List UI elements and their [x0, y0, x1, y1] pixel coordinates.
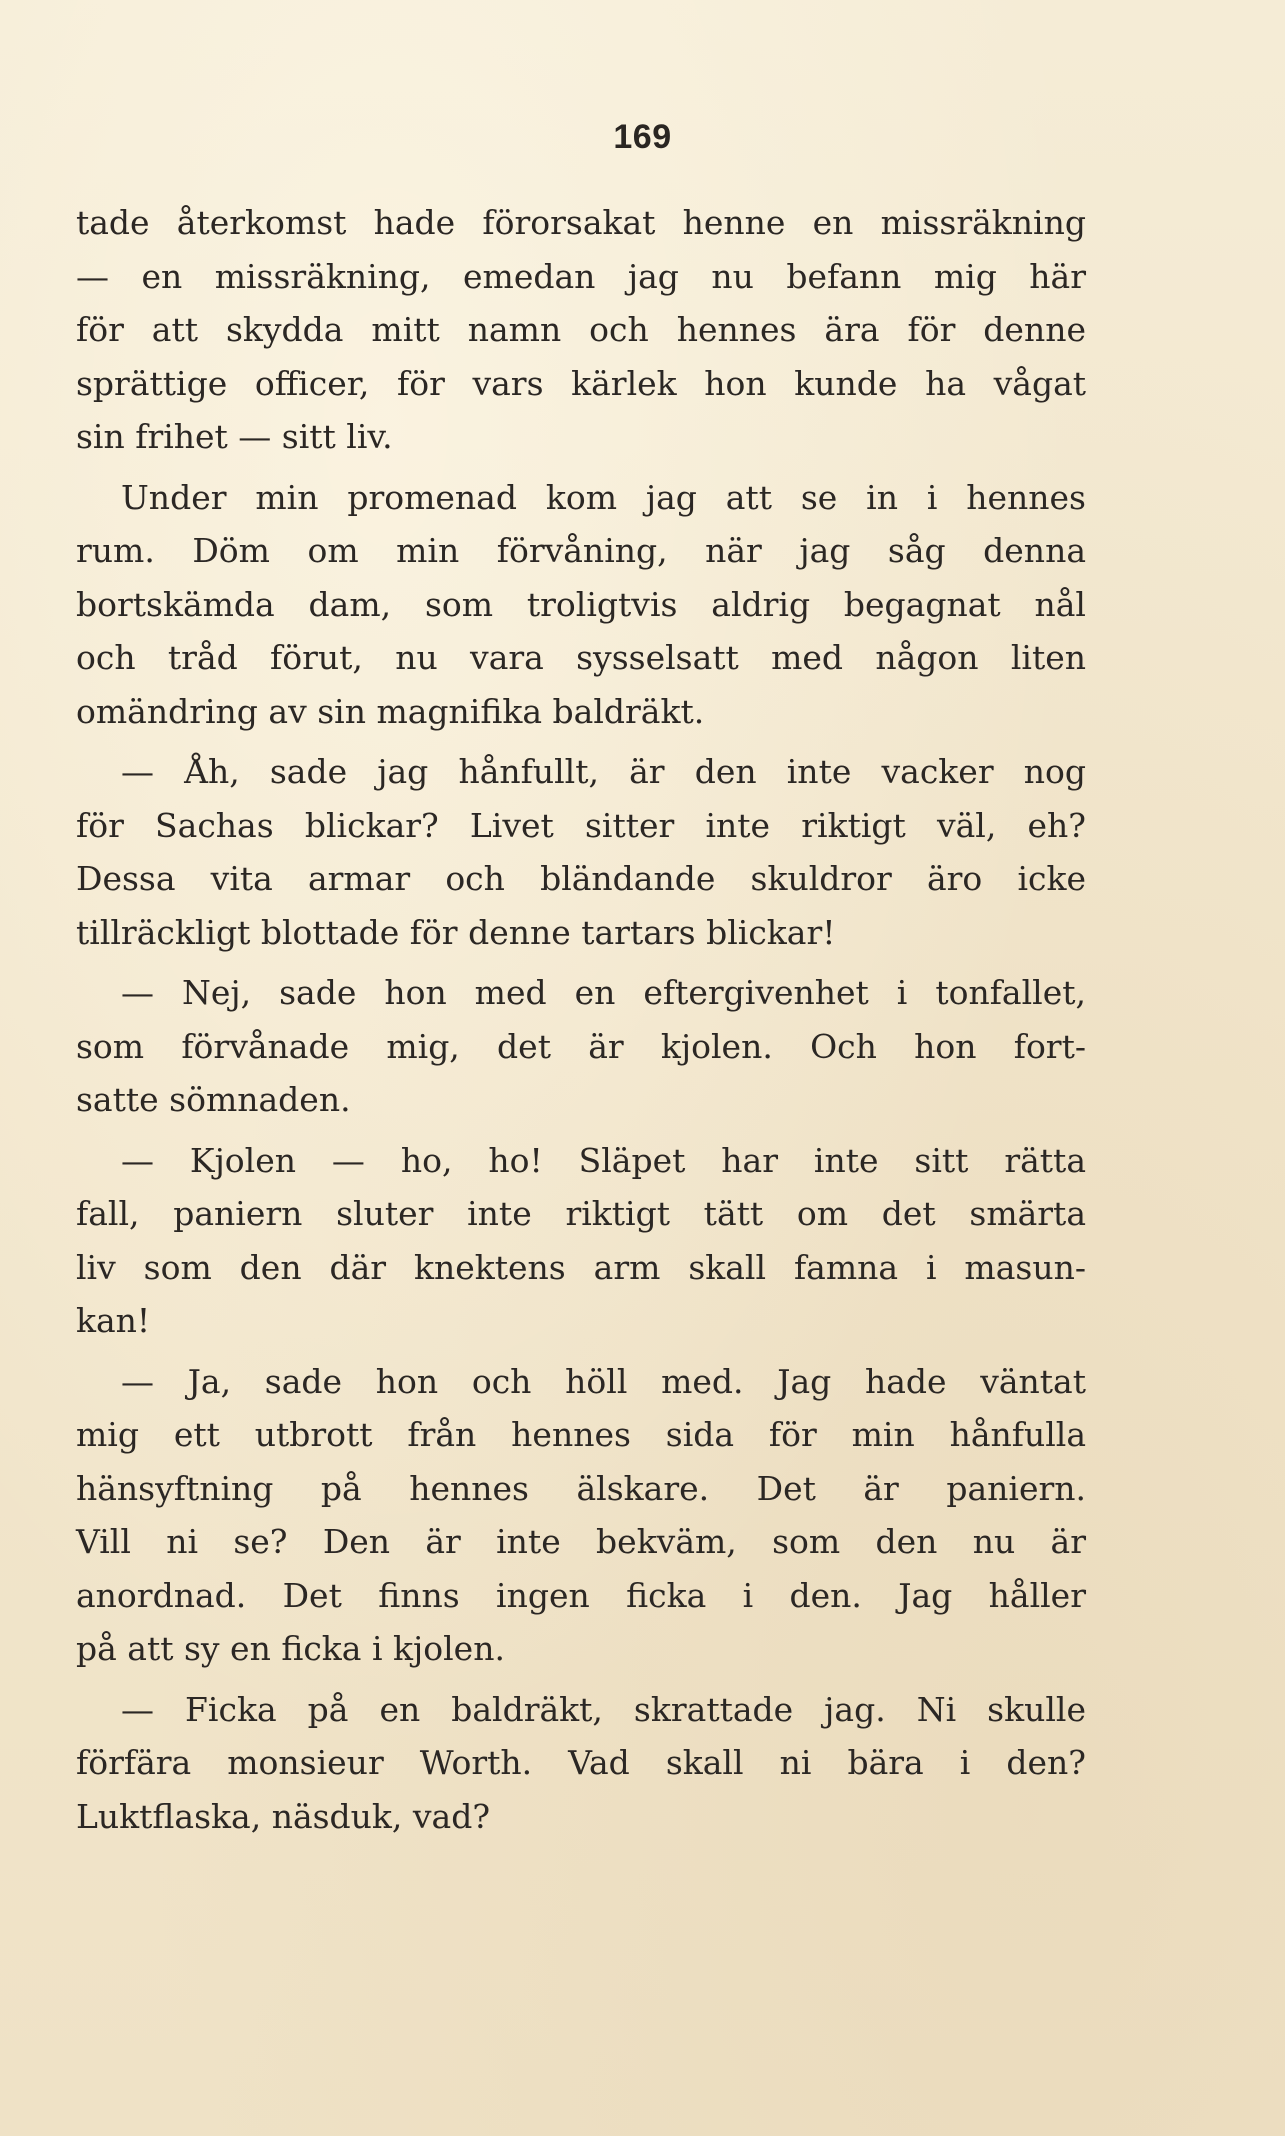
body-text — [76, 196, 1086, 1850]
text-line: förfära monsieur Worth. Vad skall ni bära i den? — [76, 1743, 1086, 1782]
text-line: — Nej, sade hon med en eftergivenhet i tonfallet, — [121, 973, 1086, 1012]
text-line: på att sy en ficka i kjolen. — [76, 1629, 505, 1668]
text-line: hänsyftning på hennes älskare. Det är paniern. — [76, 1468, 1086, 1508]
text-line: bortskämda dam, som troligtvis aldrig begagnat nål — [76, 584, 1086, 624]
text-line: Vill ni se? Den är inte bekväm, som den nu är — [76, 1522, 1086, 1561]
text-line: tade återkomst hade förorsakat henne en missräkning — [76, 203, 1086, 242]
text-line: — Ficka på en baldräkt, skrattade jag. Ni skulle — [121, 1689, 1086, 1729]
text-line: — Kjolen — ho, ho! Släpet har inte sitt rätta — [121, 1140, 1086, 1180]
paragraph — [76, 745, 1086, 959]
text-line: kan! — [76, 1301, 151, 1340]
text-line: rum. Döm om min förvåning, när jag såg denna — [76, 531, 1086, 570]
text-line: — Ja, sade hon och höll med. Jag hade väntat — [121, 1361, 1086, 1401]
text-line: omändring av sin magnifika baldräkt. — [76, 691, 705, 731]
text-line: för Sachas blickar? Livet sitter inte riktigt väl, eh? — [76, 805, 1086, 845]
text-line: för att skydda mitt namn och hennes ära för denne — [76, 310, 1086, 349]
text-line: — en missräkning, emedan jag nu befann mig här — [76, 256, 1086, 296]
text-line: anordnad. Det finns ingen ficka i den. Jag håller — [76, 1575, 1086, 1615]
text-line: Dessa vita armar och bländande skuldror äro icke — [76, 859, 1086, 898]
paragraph — [76, 471, 1086, 739]
page-number: 169 — [613, 118, 672, 156]
text-line: sin frihet — sitt liv. — [76, 417, 393, 456]
text-line: och tråd förut, nu vara sysselsatt med någon liten — [76, 638, 1086, 677]
text-line: satte sömnaden. — [76, 1080, 351, 1119]
paragraph — [76, 1355, 1086, 1676]
paragraph — [76, 1683, 1086, 1844]
text-line: tillräckligt blottade för denne tartars blickar! — [76, 912, 836, 952]
text-line: Luktflaska, näsduk, vad? — [76, 1796, 491, 1836]
text-line: sprättige officer, för vars kärlek hon kunde ha vågat — [76, 363, 1086, 403]
text-line: som förvånade mig, det är kjolen. Och hon fort- — [76, 1026, 1086, 1066]
text-line: — Åh, sade jag hånfullt, är den inte vacker nog — [121, 752, 1086, 791]
text-line: liv som den där knektens arm skall famna i masun- — [76, 1247, 1086, 1287]
text-line: fall, paniern sluter inte riktigt tätt om det smärta — [76, 1194, 1086, 1233]
text-line: mig ett utbrott från hennes sida för min hånfulla — [76, 1415, 1086, 1454]
paragraph — [76, 196, 1086, 464]
text-line: Under min promenad kom jag att se in i hennes — [121, 477, 1086, 517]
paragraph — [76, 1134, 1086, 1348]
paragraph — [76, 966, 1086, 1127]
